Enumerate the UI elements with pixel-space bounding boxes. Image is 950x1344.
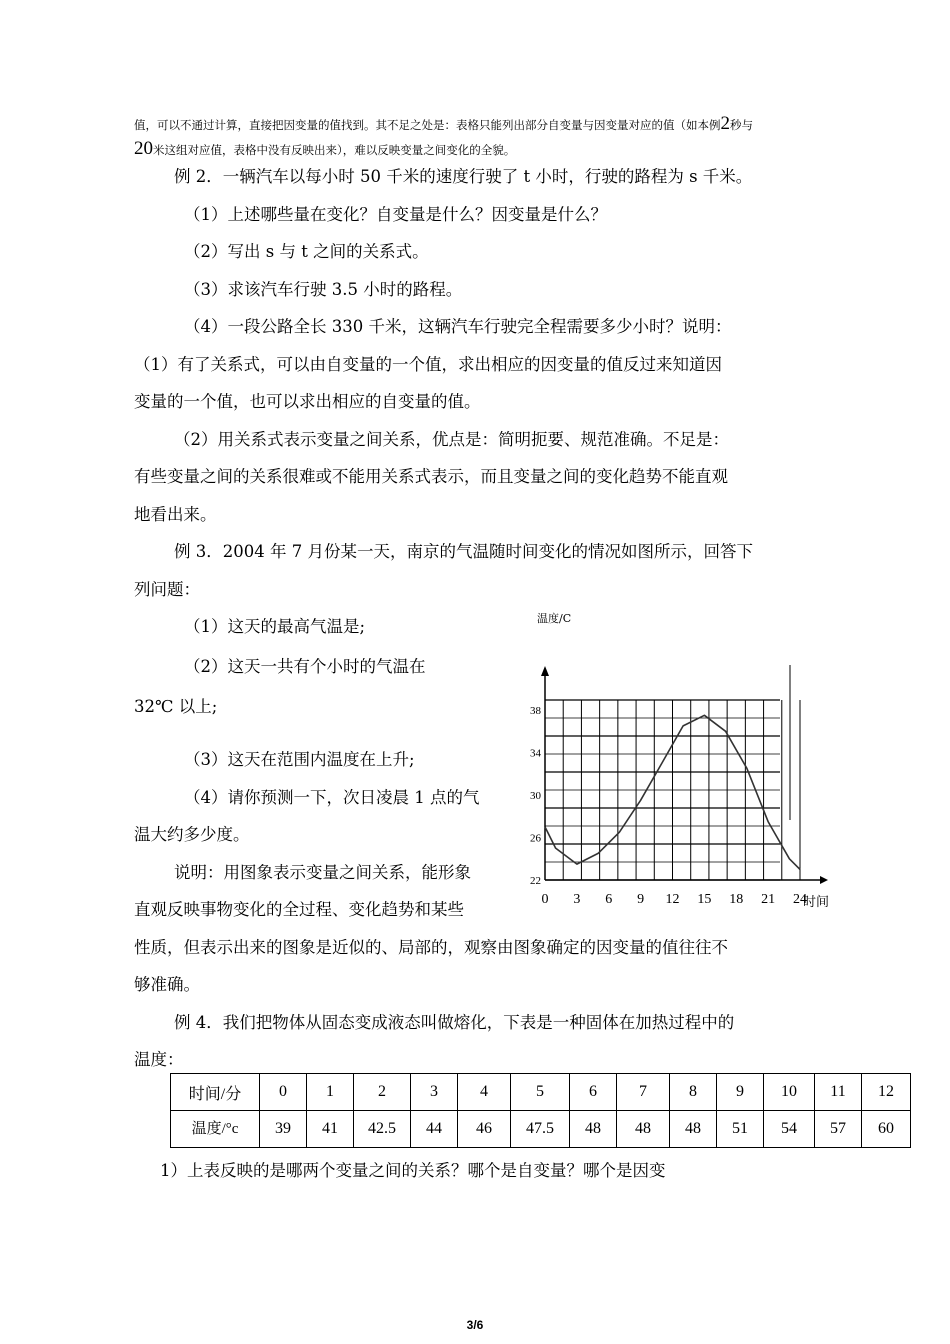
table-header-temperature: 温度/°c — [171, 1111, 260, 1148]
table-cell-time: 2 — [354, 1074, 411, 1111]
melting-temperature-table — [170, 1073, 911, 1148]
table-cell-temperature: 48 — [617, 1111, 670, 1148]
y-axis-label: 温度/C — [537, 612, 572, 625]
table-cell-temperature: 51 — [717, 1111, 764, 1148]
table-cell-temperature: 41 — [307, 1111, 354, 1148]
example-3-note-b: 直观反映事物变化的全过程、变化趋势和某些 — [134, 900, 464, 919]
example-3-question-4a: （4）请你预测一下，次日凌晨 1 点的气 — [184, 788, 480, 807]
example-4-title-b: 温度： — [134, 1050, 184, 1069]
y-tick-label: 26 — [530, 832, 541, 845]
x-tick-label: 24 — [793, 892, 807, 907]
example-4-question-1: 1）上表反映的是哪两个变量之间的关系？哪个是自变量？哪个是因变 — [160, 1161, 666, 1180]
x-tick-label: 12 — [665, 892, 680, 907]
x-axis-label: 时间 — [803, 895, 830, 910]
table-row-temperature — [171, 1111, 911, 1148]
example-2-question-2: （2）写出 s 与 t 之间的关系式。 — [184, 242, 429, 261]
intro-paragraph — [134, 112, 834, 162]
example-3-question-3: （3）这天在范围内温度在上升; — [184, 750, 415, 769]
x-tick-label: 15 — [697, 892, 712, 907]
table-cell-temperature: 57 — [815, 1111, 862, 1148]
intro-number-2: 20 — [134, 138, 153, 159]
table-cell-temperature: 47.5 — [511, 1111, 570, 1148]
example-2-note-1b: 变量的一个值，也可以求出相应的自变量的值。 — [134, 392, 481, 411]
example-3-question-1: （1）这天的最高气温是; — [184, 617, 366, 636]
table-cell-time: 3 — [411, 1074, 458, 1111]
table-cell-temperature: 39 — [260, 1111, 307, 1148]
table-row-time — [171, 1074, 911, 1111]
x-tick-label: 0 — [541, 892, 549, 907]
table-cell-temperature: 54 — [764, 1111, 815, 1148]
y-tick-label: 22 — [530, 875, 541, 887]
example-2-title: 例 2．一辆汽车以每小时 50 千米的速度行驶了 t 小时，行驶的路程为 s 千米。 — [174, 167, 753, 186]
example-2-question-1: （1）上述哪些量在变化？自变量是什么？因变量是什么？ — [184, 205, 607, 224]
y-tick-label: 30 — [530, 790, 541, 802]
example-2-note-2c: 地看出来。 — [134, 505, 217, 524]
table-header-time: 时间/分 — [171, 1074, 260, 1111]
table-cell-time: 7 — [617, 1074, 670, 1111]
example-3-question-4b: 温大约多少度。 — [134, 825, 250, 844]
table-cell-time: 9 — [717, 1074, 764, 1111]
table-cell-temperature: 44 — [411, 1111, 458, 1148]
example-2-note-1a: （1）有了关系式，可以由自变量的一个值，求出相应的因变量的值反过来知道因 — [134, 355, 722, 374]
x-axis-arrow — [820, 876, 828, 884]
x-tick-label: 9 — [637, 892, 645, 907]
page-number: 3/6 — [466, 1318, 484, 1332]
temperature-chart-svg — [515, 610, 845, 915]
table-cell-temperature: 48 — [670, 1111, 717, 1148]
table-cell-time: 10 — [764, 1074, 815, 1111]
table-cell-temperature: 42.5 — [354, 1111, 411, 1148]
table-cell-temperature: 46 — [458, 1111, 511, 1148]
table-cell-time: 6 — [570, 1074, 617, 1111]
x-tick-label: 6 — [605, 892, 613, 907]
table-cell-temperature: 48 — [570, 1111, 617, 1148]
example-3-title-b: 列问题： — [134, 580, 200, 599]
y-tick-label: 38 — [530, 705, 541, 717]
example-2-note-2b: 有些变量之间的关系很难或不能用关系式表示，而且变量之间的变化趋势不能直观 — [134, 467, 728, 486]
table-cell-time: 11 — [815, 1074, 862, 1111]
x-tick-label: 18 — [729, 892, 744, 907]
y-tick-label: 34 — [530, 747, 541, 760]
example-3-title-a: 例 3．2004 年 7 月份某一天，南京的气温随时间变化的情况如图所示，回答下 — [174, 542, 753, 561]
example-3-note-c: 性质，但表示出来的图象是近似的、局部的，观察由图象确定的因变量的值往往不 — [134, 938, 728, 957]
example-4-title-a: 例 4．我们把物体从固态变成液态叫做熔化，下表是一种固体在加热过程中的 — [174, 1013, 735, 1032]
intro-number-1: 2 — [720, 113, 730, 134]
example-3-note-a: 说明：用图象表示变量之间关系，能形象 — [174, 863, 471, 882]
x-tick-label: 21 — [761, 892, 776, 907]
y-axis-arrow — [541, 666, 549, 676]
example-2-note-2a: （2）用关系式表示变量之间关系，优点是：简明扼要、规范准确。不足是： — [174, 430, 729, 449]
intro-line-2: 米这组对应值，表格中没有反映出来），难以反映变量之间变化的全貌。 — [153, 143, 516, 157]
table-cell-time: 0 — [260, 1074, 307, 1111]
table-cell-time: 1 — [307, 1074, 354, 1111]
table-cell-time: 12 — [862, 1074, 911, 1111]
intro-line-1-end: 秒与 — [730, 118, 753, 132]
table-cell-temperature: 60 — [862, 1111, 911, 1148]
example-3-note-d: 够准确。 — [134, 975, 200, 994]
example-2-question-4: （4）一段公路全长 330 千米，这辆汽车行驶完全程需要多少小时？说明： — [184, 317, 732, 336]
temperature-chart — [515, 610, 845, 915]
x-tick-label: 3 — [573, 892, 581, 907]
example-2-question-3: （3）求该汽车行驶 3.5 小时的路程。 — [184, 280, 463, 299]
table-cell-time: 5 — [511, 1074, 570, 1111]
example-3-question-2b: 32℃ 以上; — [134, 697, 218, 716]
intro-line-1: 值，可以不通过计算，直接把因变量的值找到。其不足之处是：表格只能列出部分自变量与因变量对应的值（如本例 — [134, 118, 721, 132]
example-3-question-2: （2）这天一共有个小时的气温在 — [184, 657, 426, 676]
table-cell-time: 8 — [670, 1074, 717, 1111]
table-cell-time: 4 — [458, 1074, 511, 1111]
